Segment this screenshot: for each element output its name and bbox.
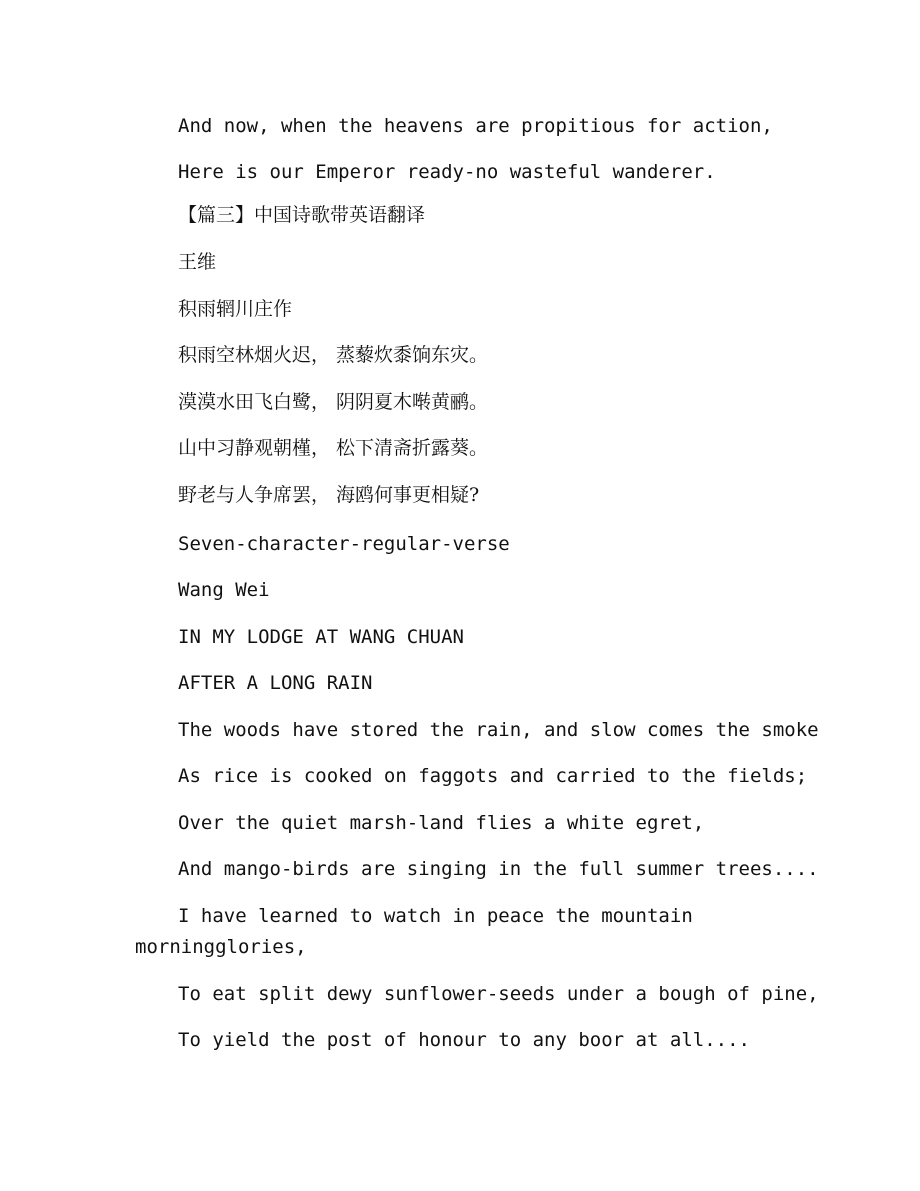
poem-title-chinese: 积雨辋川庄作 — [178, 298, 293, 320]
section-heading: 【篇三】中国诗歌带英语翻译 — [178, 204, 426, 226]
poem-line-chinese-2: 漠漠水田飞白鹭， 阴阴夏木啭黄鹂。 — [178, 391, 489, 413]
translation-line-3: Over the quiet marsh-land flies a white egret, — [178, 812, 705, 834]
translation-line-1: The woods have stored the rain, and slow comes the smoke — [178, 719, 819, 741]
poem-line-chinese-4: 野老与人争席罢， 海鸥何事更相疑? — [178, 484, 480, 506]
poem-line-english-1: And now, when the heavens are propitious for action, — [178, 115, 773, 137]
translation-line-6: To eat split dewy sunflower-seeds under a bough of pine, — [178, 983, 819, 1005]
poem-line-english-2: Here is our Emperor ready-no wasteful wanderer. — [178, 161, 716, 183]
poem-line-chinese-1: 积雨空林烟火迟， 蒸藜炊黍饷东灾。 — [178, 344, 489, 366]
poem-title-english-1: IN MY LODGE AT WANG CHUAN — [178, 626, 464, 648]
poem-line-chinese-3: 山中习静观朝槿， 松下清斋折露葵。 — [178, 437, 489, 459]
translation-line-2: As rice is cooked on faggots and carried to the fields; — [178, 765, 808, 787]
poet-name-english: Wang Wei — [178, 579, 270, 601]
translation-line-5-continued: morningglories, — [135, 936, 307, 958]
translation-line-4: And mango-birds are singing in the full summer trees.... — [178, 858, 819, 880]
poet-name-chinese: 王维 — [178, 251, 217, 273]
verse-form-label: Seven-character-regular-verse — [178, 533, 510, 555]
translation-line-5: I have learned to watch in peace the mountain — [178, 905, 693, 927]
poem-title-english-2: AFTER A LONG RAIN — [178, 672, 373, 694]
translation-line-7: To yield the post of honour to any boor at all.... — [178, 1029, 750, 1051]
